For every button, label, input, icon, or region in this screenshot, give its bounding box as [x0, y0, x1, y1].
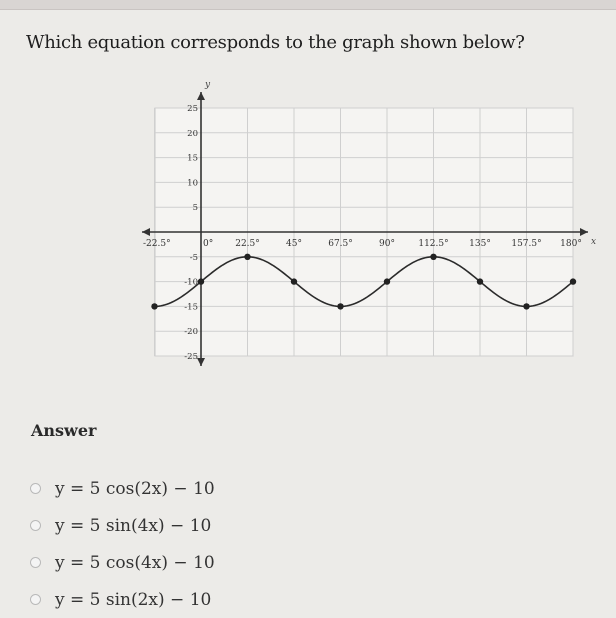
option-label: y = 5 cos(4x) − 10: [55, 552, 215, 573]
data-point: [477, 278, 483, 284]
x-tick-label: 22.5°: [235, 239, 260, 249]
y-tick-label: 10: [187, 178, 198, 189]
data-point: [384, 278, 390, 284]
y-tick-label: -25: [184, 352, 198, 362]
x-tick-label: 67.5°: [328, 239, 353, 249]
data-point: [291, 278, 297, 284]
radio-button[interactable]: [30, 594, 41, 605]
option-label: y = 5 cos(2x) − 10: [55, 478, 215, 499]
x-tick-label: 180°: [560, 239, 582, 249]
data-point: [244, 254, 250, 260]
x-axis-arrow-left: [142, 228, 150, 236]
data-point: [337, 303, 343, 309]
data-point: [523, 303, 529, 309]
x-axis-arrow-right: [580, 228, 588, 236]
radio-button[interactable]: [30, 520, 41, 531]
y-axis-arrow-down: [197, 358, 205, 366]
y-axis-label: y: [205, 80, 211, 90]
y-tick-label: -10: [184, 277, 198, 288]
y-tick-label: -15: [184, 302, 198, 313]
answer-options: [30, 470, 215, 618]
y-tick-label: 5: [192, 203, 198, 214]
x-tick-label: 90°: [379, 239, 395, 249]
x-tick-label: 45°: [286, 239, 302, 249]
y-tick-label: -20: [184, 327, 198, 338]
y-tick-label: -5: [189, 252, 198, 263]
x-axis-label: x: [591, 237, 597, 247]
option-4[interactable]: [30, 581, 215, 618]
question-text: Which equation corresponds to the graph shown below?: [26, 32, 525, 53]
y-tick-label: 15: [187, 153, 198, 164]
y-tick-label: 25: [187, 104, 198, 114]
option-label: y = 5 sin(4x) − 10: [55, 515, 212, 536]
x-tick-label: 157.5°: [511, 239, 542, 249]
answer-label: Answer: [31, 421, 97, 440]
x-tick-label: 135°: [469, 239, 491, 249]
data-point: [430, 254, 436, 260]
y-axis-arrow-up: [197, 92, 205, 100]
radio-button[interactable]: [30, 483, 41, 494]
y-tick-label: 20: [187, 128, 198, 139]
x-tick-label: 0°: [203, 239, 214, 249]
option-2[interactable]: [30, 507, 215, 544]
x-tick-label: -22.5°: [143, 239, 171, 249]
data-point: [198, 278, 204, 284]
data-point: [151, 303, 157, 309]
radio-button[interactable]: [30, 557, 41, 568]
x-tick-label: 112.5°: [418, 239, 449, 249]
option-1[interactable]: [30, 470, 215, 507]
data-point: [570, 278, 576, 284]
option-3[interactable]: [30, 544, 215, 581]
option-label: y = 5 sin(2x) − 10: [55, 589, 212, 610]
